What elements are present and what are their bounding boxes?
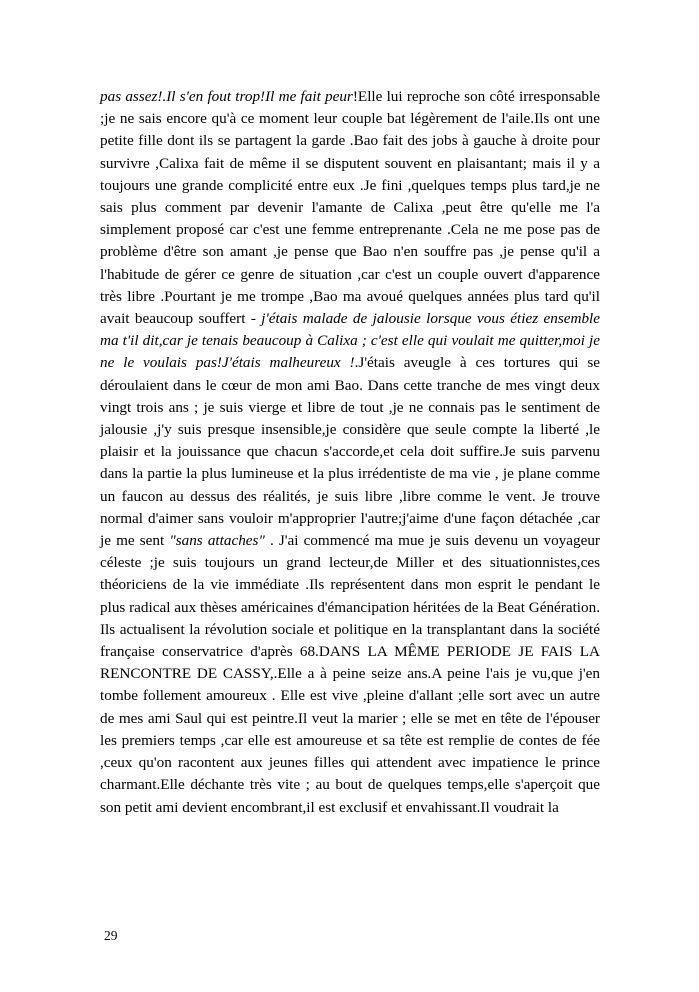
text-segment-1: pas assez! bbox=[100, 88, 163, 105]
text-segment-4: - j'étais malade de jalousie lorsque vous étiez ensemble ma t'il dit,car je tenais beaucoup à Calixa ; c'est elle qui voulait me quitter,moi je ne le voulais pas!J'étais malheureux ! bbox=[100, 310, 600, 372]
body-text bbox=[100, 86, 600, 819]
paragraph-block bbox=[100, 86, 600, 819]
page-number: 29 bbox=[104, 928, 118, 943]
text-segment-2: .Il s'en fout trop!Il me fait peur bbox=[162, 88, 353, 105]
text-segment-5: .J'étais aveugle à ces tortures qui se déroulaient dans le cœur de mon ami Bao. Dans cette tranche de mes vingt deux vingt trois ans ; je suis vierge et libre de tout ,je ne connais pas le sentiment de jalousie ,j'y suis presque insensible,je considère que seule compte la liberté ,le plaisir et la jouissance que chacun s'accorde,et cela doit suffire.Je suis parvenu dans la partie la plus lumineuse et la plus irrédentiste de ma vie , je plane comme un faucon au dessus des réalités, je suis libre ,libre comme le vent. Je trouve normal d'aimer sans vouloir m'approprier l'autre;j'aime d'une façon détachée ,car je me sent bbox=[100, 354, 600, 550]
text-segment-6: "sans attaches" bbox=[169, 532, 265, 550]
text-segment-3: !Elle lui reproche son côté irresponsable ;je ne sais encore qu'à ce moment leur couple bat légèrement de l'aile.Ils ont une petite fille dont ils se partagent la garde .Bao fait des jobs à gauche à droite pour survivre ,Calixa fait de même il se disputent souvent en plaisantant; mais il y a toujours une grande complicité entre eux .Je fini ,quelques temps plus tard,je ne sais plus comment par devenir l'amante de Calixa ,peut être qu'elle me l'a simplement proposé car c'est une femme entreprenante .Cela ne me pose pas de problème d'être son amant ,je pense que Bao n'en souffre pas ,je pense qu'il a l'habitude de gérer ce genre de situation ,car c'est un couple ouvert d'apparence très libre .Pourtant je me trompe ,Bao ma avoué quelques années plus tard qu'il avait beaucoup souffert bbox=[100, 88, 600, 328]
text-segment-7: . J'ai commencé ma mue je suis devenu un voyageur céleste ;je suis toujours un grand lecteur,de Miller et des situationnistes,ces théoriciens de la vie immédiate .Ils représentent dans mon esprit le pendant le plus radical aux thèses américaines d'émancipation héritées de la Beat Génération. Ils actualisent la révolution sociale et politique en la transplantant dans la société française conservatrice d'après 68.DANS LA MÊME PERIODE JE FAIS LA RENCONTRE DE CASSY,.Elle a à peine seize ans.A peine l'ais je vu,que j'en tombe follement amoureux . Elle est vive ,pleine d'allant ;elle sort avec un autre de mes ami Saul qui est peintre.Il veut la marier ; elle se met en tête de l'épouser les premiers temps ,car elle est amoureuse et sa tête est remplie de contes de fée ,ceux qu'on racontent aux jeunes filles qui attendent avec impatience le prince charmant.Elle déchante très vite ; au bout de quelques temps,elle s'aperçoit que son petit ami devient encombrant,il est exclusif et envahissant.Il voudrait la bbox=[100, 532, 600, 816]
